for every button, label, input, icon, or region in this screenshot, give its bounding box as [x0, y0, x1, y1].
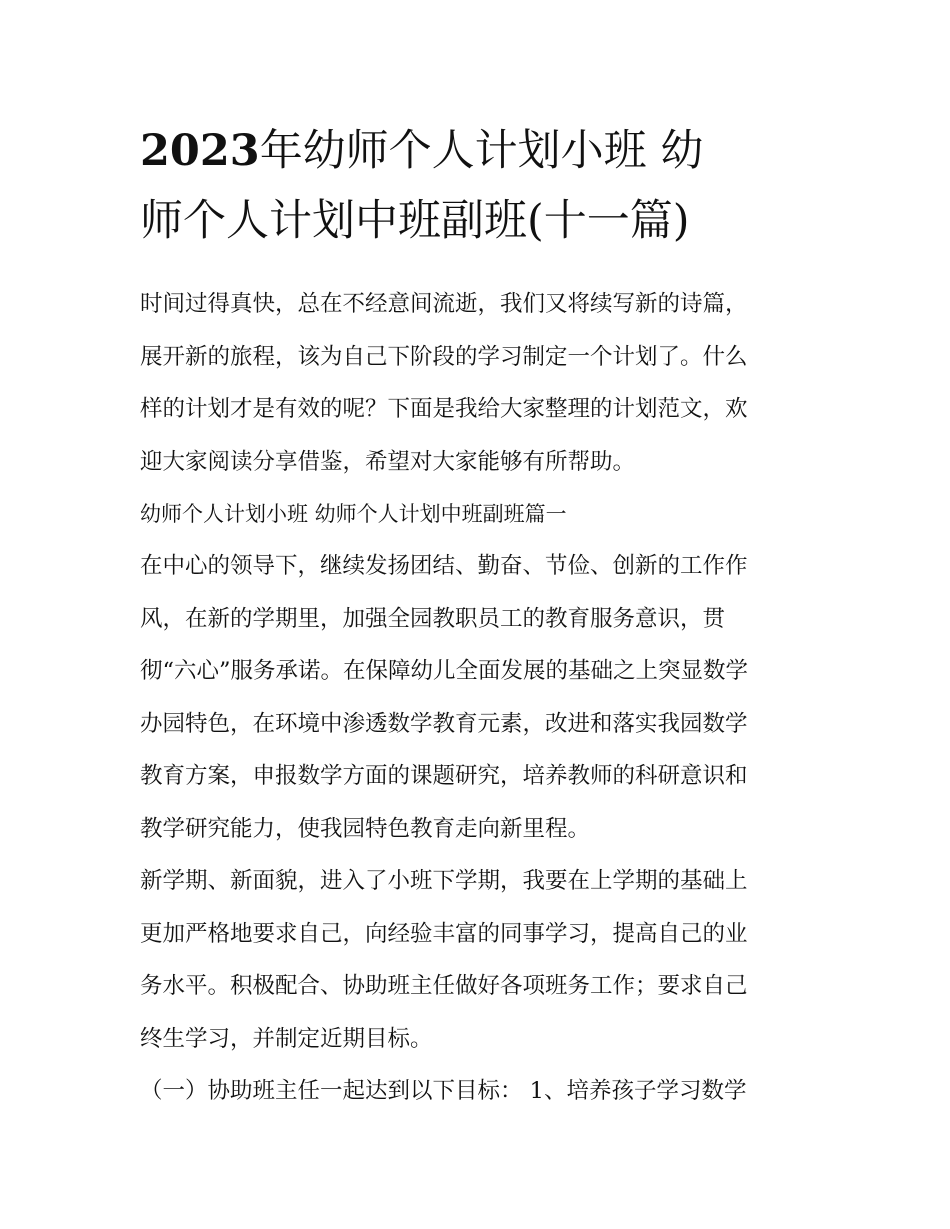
paragraph-2 [140, 855, 812, 1065]
section-heading: 幼师个人计划小班 幼师个人计划中班副班篇一 [140, 502, 567, 526]
text-line: 时间过得真快，总在不经意间流逝，我们又将续写新的诗篇， [140, 291, 748, 317]
title-line1: 年幼师个人计划小班 幼 [259, 126, 704, 176]
document-body [140, 278, 812, 1118]
title-line2: 师个人计划中班副班(十一篇) [140, 196, 690, 246]
text-line: （一）协助班主任一起达到以下目标： 1、培养孩子学习数学 [140, 1078, 747, 1104]
text-line: 办园特色，在环境中渗透数学教育元素，改进和落实我园数学 [140, 710, 748, 737]
text-line: 教学研究能力，使我园特色教育走向新里程。 [140, 815, 591, 842]
paragraph-3 [140, 1065, 812, 1118]
text-line: 迎大家阅读分享借鉴，希望对大家能够有所帮助。 [140, 448, 636, 475]
intro-paragraph [140, 278, 812, 488]
text-line: 彻“六心”服务承诺。在保障幼儿全面发展的基础之上突显数学 [140, 658, 749, 684]
text-line: 风，在新的学期里，加强全园教职员工的教育服务意识，贯 [140, 605, 726, 632]
text-line: 务水平。积极配合、协助班主任做好各项班务工作；要求自己 [140, 973, 748, 999]
paragraph-1 [140, 540, 812, 855]
text-line: 在中心的领导下，继续发扬团结、勤奋、节俭、创新的工作作 [140, 553, 748, 579]
document-title [140, 116, 812, 256]
text-line: 新学期、新面貌，进入了小班下学期，我要在上学期的基础上 [140, 868, 748, 894]
text-line: 展开新的旅程，该为自己下阶段的学习制定一个计划了。什么 [140, 343, 748, 370]
text-line: 样的计划才是有效的呢？下面是我给大家整理的计划范文，欢 [140, 396, 748, 422]
title-year: 2023 [140, 126, 260, 176]
text-line: 终生学习，并制定近期目标。 [140, 1025, 433, 1052]
text-line: 教育方案，申报数学方面的课题研究，培养教师的科研意识和 [140, 763, 748, 789]
text-line: 更加严格地要求自己，向经验丰富的同事学习，提高自己的业 [140, 920, 748, 947]
